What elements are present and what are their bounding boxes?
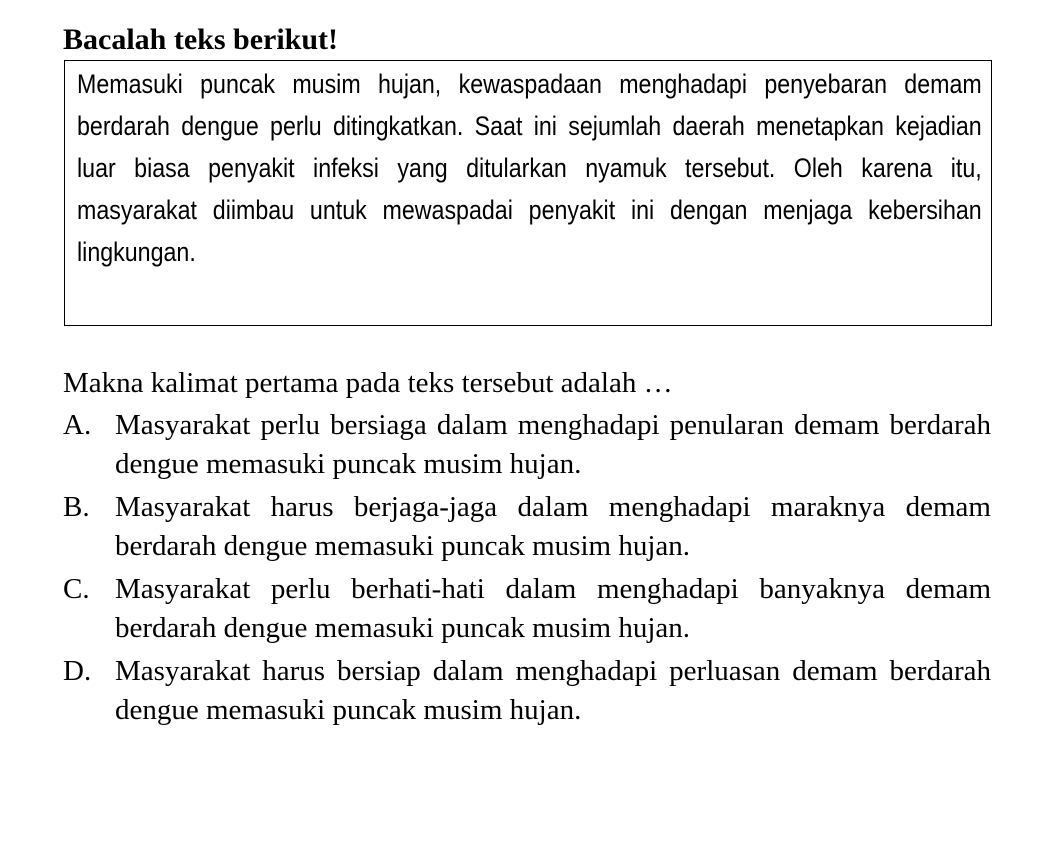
passage-box [64,60,992,326]
option-letter: A. [63,409,92,441]
option-text: Masyarakat harus berjaga-jaga dalam menghadapi maraknya demam berdarah dengue memasuki puncak musim hujan. [115,491,991,562]
option-letter: B. [63,491,90,523]
option-b[interactable] [63,488,991,566]
question-text: Makna kalimat pertama pada teks tersebut adalah … [63,367,673,399]
option-text: Masyarakat perlu bersiaga dalam menghadapi penularan demam berdarah dengue memasuki puncak musim hujan. [115,409,991,480]
passage-text: Memasuki puncak musim hujan, kewaspadaan menghadapi penyebaran demam berdarah dengue perlu ditingkatkan. Saat ini sejumlah daerah menetapkan kejadian luar biasa penyakit infeksi yang ditularkan nyamuk tersebut. Oleh karena itu, masyarakat diimbau untuk mewaspadai penyakit ini dengan menjaga kebersihan lingkungan. [77,69,982,267]
instruction-heading: Bacalah teks berikut! [63,23,339,56]
option-text: Masyarakat perlu berhati-hati dalam menghadapi banyaknya demam berdarah dengue memasuki puncak musim hujan. [115,573,991,644]
answer-options [63,406,991,734]
option-letter: C. [63,573,90,605]
option-letter: D. [63,655,92,687]
option-text: Masyarakat harus bersiap dalam menghadapi perluasan demam berdarah dengue memasuki puncak musim hujan. [115,655,991,726]
option-a[interactable] [63,406,991,484]
option-c[interactable] [63,570,991,648]
option-d[interactable] [63,652,991,730]
